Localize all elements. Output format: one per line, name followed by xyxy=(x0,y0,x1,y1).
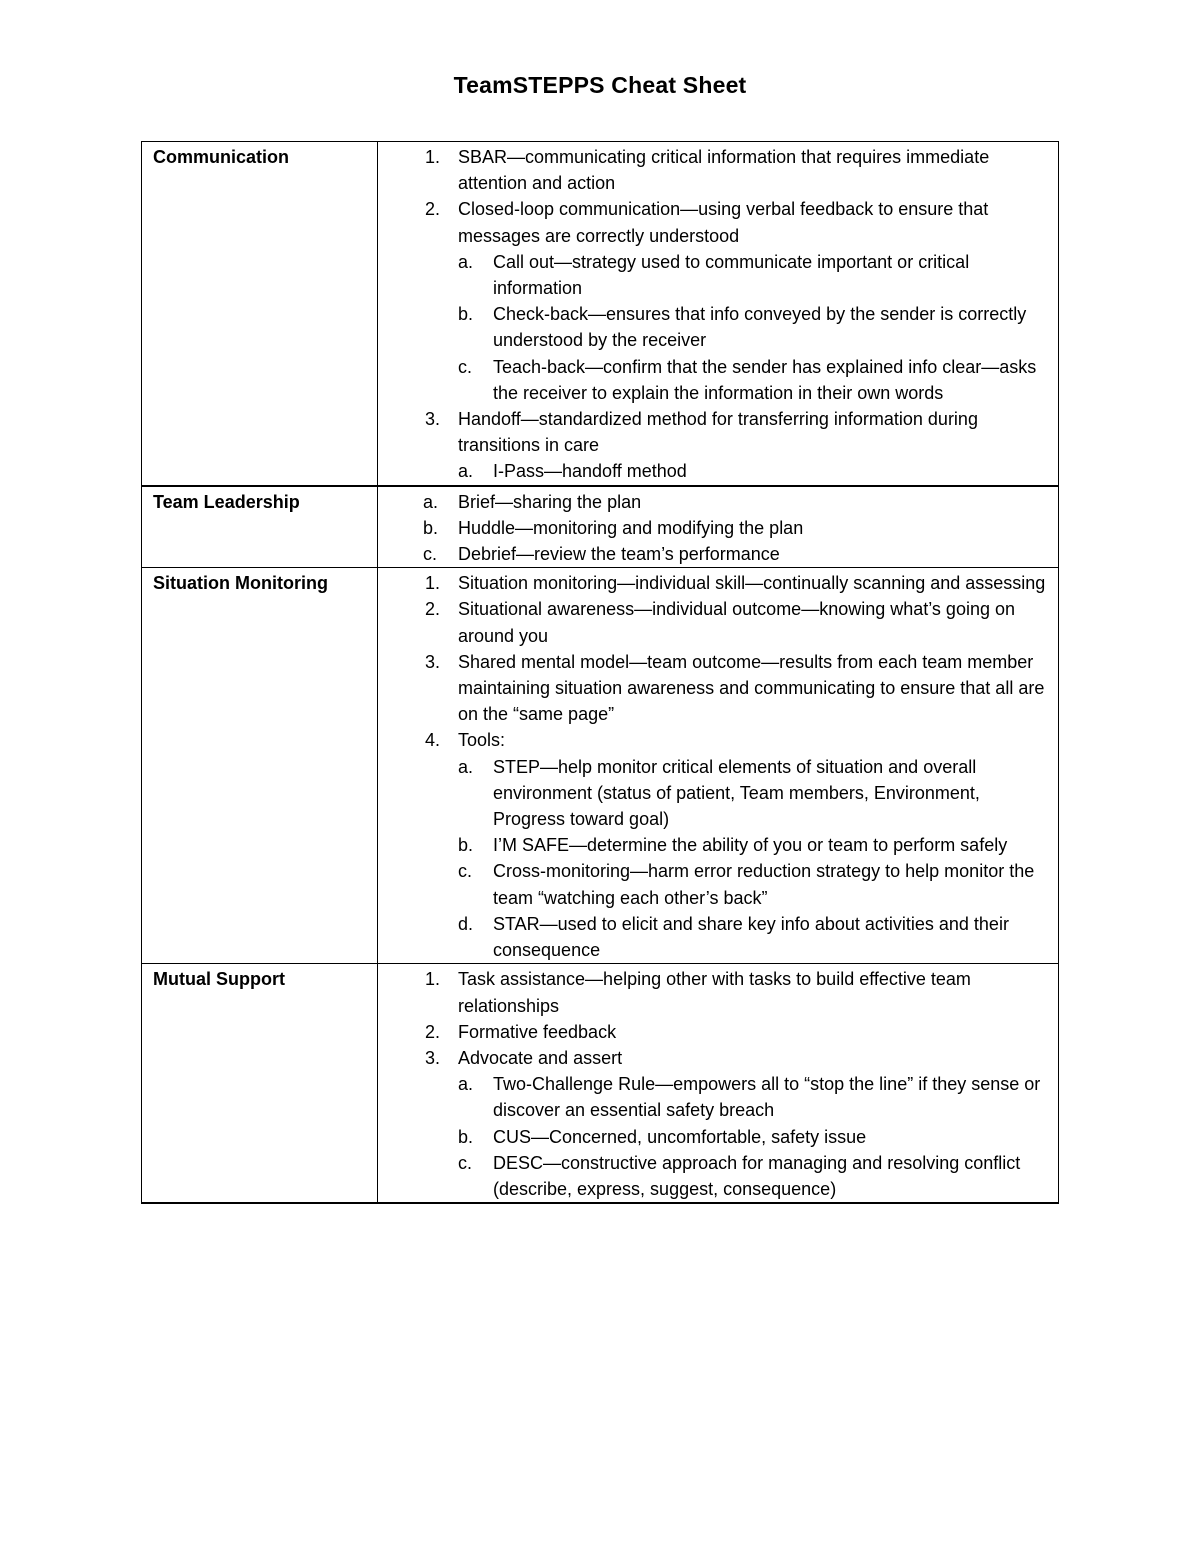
sub-list-item-text: STAR—used to elicit and share key info about activities and their consequence xyxy=(493,913,1009,961)
sub-list-item xyxy=(378,1150,1048,1202)
sub-list-marker: c. xyxy=(458,356,473,377)
category-label: Team Leadership xyxy=(142,486,378,568)
list-item-text: Shared mental model—team outcome—results from each team member maintaining situation awareness and communicating to ensure that all are on the “same page” xyxy=(458,651,1045,725)
list-item xyxy=(378,196,1048,248)
list-item-text: Task assistance—helping other with tasks to build effective team relationships xyxy=(458,969,971,1016)
category-label: Communication xyxy=(142,142,378,486)
list-item xyxy=(378,727,1048,753)
list-item-text: Brief—sharing the plan xyxy=(458,491,642,512)
list-item xyxy=(378,144,1048,196)
sub-list-item xyxy=(378,1124,1048,1150)
list-marker: c. xyxy=(423,544,438,565)
list-item-text: Advocate and assert xyxy=(458,1047,623,1068)
sub-list-item-text: CUS—Concerned, uncomfortable, safety issue xyxy=(493,1126,867,1147)
sub-list-marker: c. xyxy=(458,1152,473,1173)
sub-list-item-text: DESC—constructive approach for managing and resolving conflict (describe, express, suggest, consequence) xyxy=(493,1152,1021,1199)
category-label: Mutual Support xyxy=(142,964,378,1203)
list-marker: 1. xyxy=(424,573,440,594)
sub-list-marker: b. xyxy=(458,304,474,325)
sub-list-item xyxy=(378,911,1048,963)
sub-list-marker: c. xyxy=(458,861,473,882)
page-title: TeamSTEPPS Cheat Sheet xyxy=(453,72,747,98)
list-item xyxy=(378,515,1048,541)
sub-list-item-text: Check-back—ensures that info conveyed by the sender is correctly understood by the receiver xyxy=(493,304,1027,351)
list-marker: 2. xyxy=(424,599,440,620)
list-item-text: Handoff—standardized method for transferring information during transitions in care xyxy=(458,409,978,456)
list-marker: 1. xyxy=(424,147,440,167)
category-label: Situation Monitoring xyxy=(142,568,378,964)
list-marker: 3. xyxy=(424,651,440,672)
list-item xyxy=(378,489,1048,515)
section-content xyxy=(378,964,1059,1203)
list-item-text: Tools: xyxy=(458,730,506,751)
list-item-text: Huddle—monitoring and modifying the plan xyxy=(458,517,804,538)
list-item xyxy=(378,541,1048,567)
section-content xyxy=(378,486,1059,568)
section-row-mutual-support xyxy=(142,964,1059,1203)
sub-list-item-text: Teach-back—confirm that the sender has explained info clear—asks the receiver to explain the information in their own words xyxy=(493,356,1037,403)
sub-list-item xyxy=(378,249,1048,301)
sub-list-item xyxy=(378,1071,1048,1123)
cheat-sheet-table xyxy=(141,141,1059,1204)
list-marker: 2. xyxy=(424,199,440,220)
sub-list-item-text: Call out—strategy used to communicate important or critical information xyxy=(493,251,970,299)
sub-list-marker: a. xyxy=(458,1074,474,1095)
list-item xyxy=(378,649,1048,728)
list-marker: 1. xyxy=(424,969,440,990)
list-marker: 3. xyxy=(424,409,440,430)
sub-list-item-text: Cross-monitoring—harm error reduction strategy to help monitor the team “watching each other’s back” xyxy=(493,861,1035,908)
sub-list-item-text: I-Pass—handoff method xyxy=(493,461,687,482)
list-item-text: Formative feedback xyxy=(458,1021,617,1042)
section-row-situation-monitoring xyxy=(142,568,1059,964)
list-item-text: SBAR—communicating critical information that requires immediate attention and action xyxy=(458,147,990,194)
section-content xyxy=(378,142,1059,486)
section-row-team-leadership xyxy=(142,486,1059,568)
sub-list-marker: a. xyxy=(458,461,474,482)
sub-list-item-text: Two-Challenge Rule—empowers all to “stop the line” if they sense or discover an essential safety breach xyxy=(493,1074,1041,1121)
list-item xyxy=(378,596,1048,648)
sub-list-item xyxy=(378,354,1048,406)
section-content xyxy=(378,568,1059,964)
sub-list-item xyxy=(378,858,1048,910)
list-marker: 4. xyxy=(424,730,440,751)
sub-list-item xyxy=(378,301,1048,353)
list-item xyxy=(378,1045,1048,1071)
sub-list-marker: a. xyxy=(458,251,474,272)
list-marker: a. xyxy=(423,491,439,512)
list-item xyxy=(378,966,1048,1018)
sub-list-item-text: STEP—help monitor critical elements of situation and overall environment (status of patient, Team members, Environment, Progress toward goal) xyxy=(493,756,980,830)
section-row-communication xyxy=(142,142,1059,486)
sub-list-marker: d. xyxy=(458,913,474,934)
sub-list-item-text: I’M SAFE—determine the ability of you or team to perform safely xyxy=(493,835,1008,856)
sub-list-marker: b. xyxy=(458,835,474,856)
sub-list-item xyxy=(378,754,1048,833)
list-marker: 2. xyxy=(424,1021,440,1042)
sub-list-marker: a. xyxy=(458,756,474,777)
sub-list-item xyxy=(378,458,1048,484)
list-marker: b. xyxy=(423,517,439,538)
sub-list-item xyxy=(378,832,1048,858)
sub-list-marker: b. xyxy=(458,1126,474,1147)
list-item-text: Debrief—review the team’s performance xyxy=(458,544,780,565)
list-marker: 3. xyxy=(424,1047,440,1068)
list-item-text: Situational awareness—individual outcome—knowing what’s going on around you xyxy=(458,599,1015,646)
list-item xyxy=(378,570,1048,596)
list-item xyxy=(378,1019,1048,1045)
list-item-text: Closed-loop communication—using verbal feedback to ensure that messages are correctly understood xyxy=(458,199,989,246)
list-item-text: Situation monitoring—individual skill—continually scanning and assessing xyxy=(458,573,1046,594)
list-item xyxy=(378,406,1048,458)
